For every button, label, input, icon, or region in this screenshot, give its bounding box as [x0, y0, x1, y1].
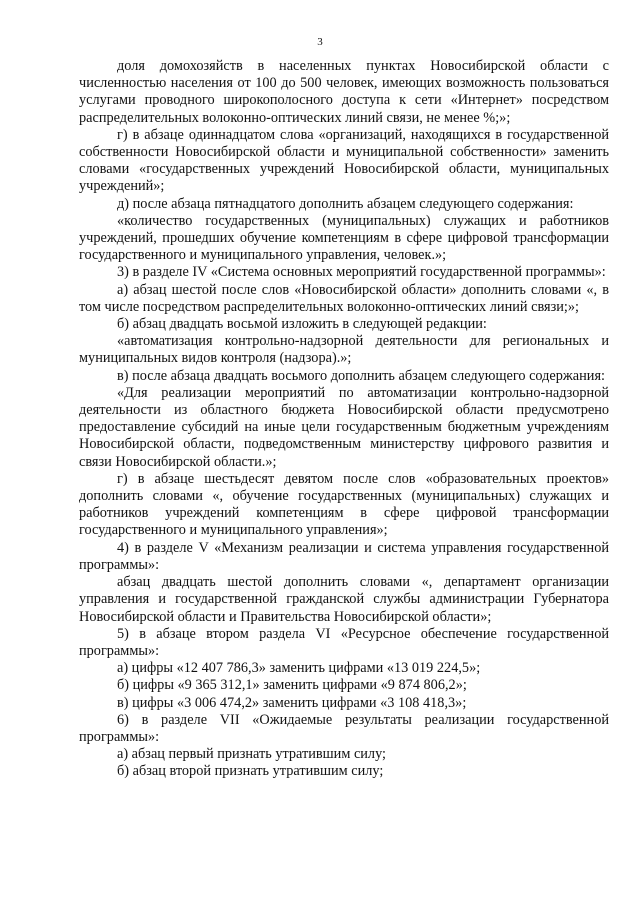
- paragraph: б) абзац второй признать утратившим силу;: [117, 763, 384, 780]
- paragraph: «количество государственных (муниципальных) служащих и работников учреждений, прошедших обучение компетенциям в сфере цифровой трансформации государственного и муниципального управления, человек.»;: [79, 212, 609, 264]
- paragraph: д) после абзаца пятнадцатого дополнить абзацем следующего содержания:: [117, 195, 574, 212]
- document-body: [79, 58, 609, 781]
- paragraph: б) цифры «9 365 312,1» заменить цифрами «9 874 806,2»;: [117, 677, 467, 694]
- paragraph: а) абзац первый признать утратившим силу;: [117, 746, 387, 763]
- paragraph: 3) в разделе IV «Система основных мероприятий государственной программы»:: [117, 264, 606, 281]
- page-number: 3: [317, 36, 323, 48]
- paragraph: в) цифры «3 006 474,2» заменить цифрами «3 108 418,3»;: [117, 694, 467, 711]
- paragraph: 4) в разделе V «Механизм реализации и система управления государственной программы»:: [79, 539, 609, 573]
- paragraph: доля домохозяйств в населенных пунктах Новосибирской области с численностью населения от 100 до 500 человек, имеющих возможность пользоваться услугами проводного широкополосного доступа к сети «Интернет» посредством распределительных волоконно-оптических линий связи, не менее %;»;: [79, 58, 609, 126]
- paragraph: «автоматизация контрольно-надзорной деятельности для региональных и муниципальных видов контроля (надзора).»;: [79, 333, 609, 367]
- paragraph: г) в абзаце шестьдесят девятом после слов «образовательных проектов» дополнить словами «, обучение государственных (муниципальных) служащих и работников учреждений компетенциям в сфере цифровой трансформации государственного и муниципального управления»;: [79, 470, 609, 539]
- paragraph: а) цифры «12 407 786,3» заменить цифрами «13 019 224,5»;: [117, 660, 481, 677]
- paragraph: 5) в абзаце втором раздела VI «Ресурсное обеспечение государственной программы»:: [79, 625, 609, 659]
- paragraph: а) абзац шестой после слов «Новосибирской области» дополнить словами «, в том числе посредством распределительных волоконно-оптических линий связи;»;: [79, 281, 609, 315]
- paragraph: 6) в разделе VII «Ожидаемые результаты реализации государственной программы»:: [79, 711, 609, 745]
- paragraph: г) в абзаце одиннадцатом слова «организаций, находящихся в государственной собственности Новосибирской области и муниципальной собственности» заменить словами «государственных учреждений Новосибирской области, муниципальных учреждений»;: [79, 126, 609, 195]
- paragraph: б) абзац двадцать восьмой изложить в следующей редакции:: [117, 316, 487, 333]
- paragraph: «Для реализации мероприятий по автоматизации контрольно-надзорной деятельности из областного бюджета Новосибирской области предусмотрено предоставление субсидий на иные цели государственным бюджетным учреждениям Новосибирской области, подведомственным министерству цифрового развития и связи Новосибирской области.»;: [79, 384, 609, 470]
- paragraph: в) после абзаца двадцать восьмого дополнить абзацем следующего содержания:: [117, 367, 605, 384]
- paragraph: абзац двадцать шестой дополнить словами «, департамент организации управления и государственной гражданской службы администрации Губернатора Новосибирской области и Правительства Новосибирской области»;: [79, 574, 609, 625]
